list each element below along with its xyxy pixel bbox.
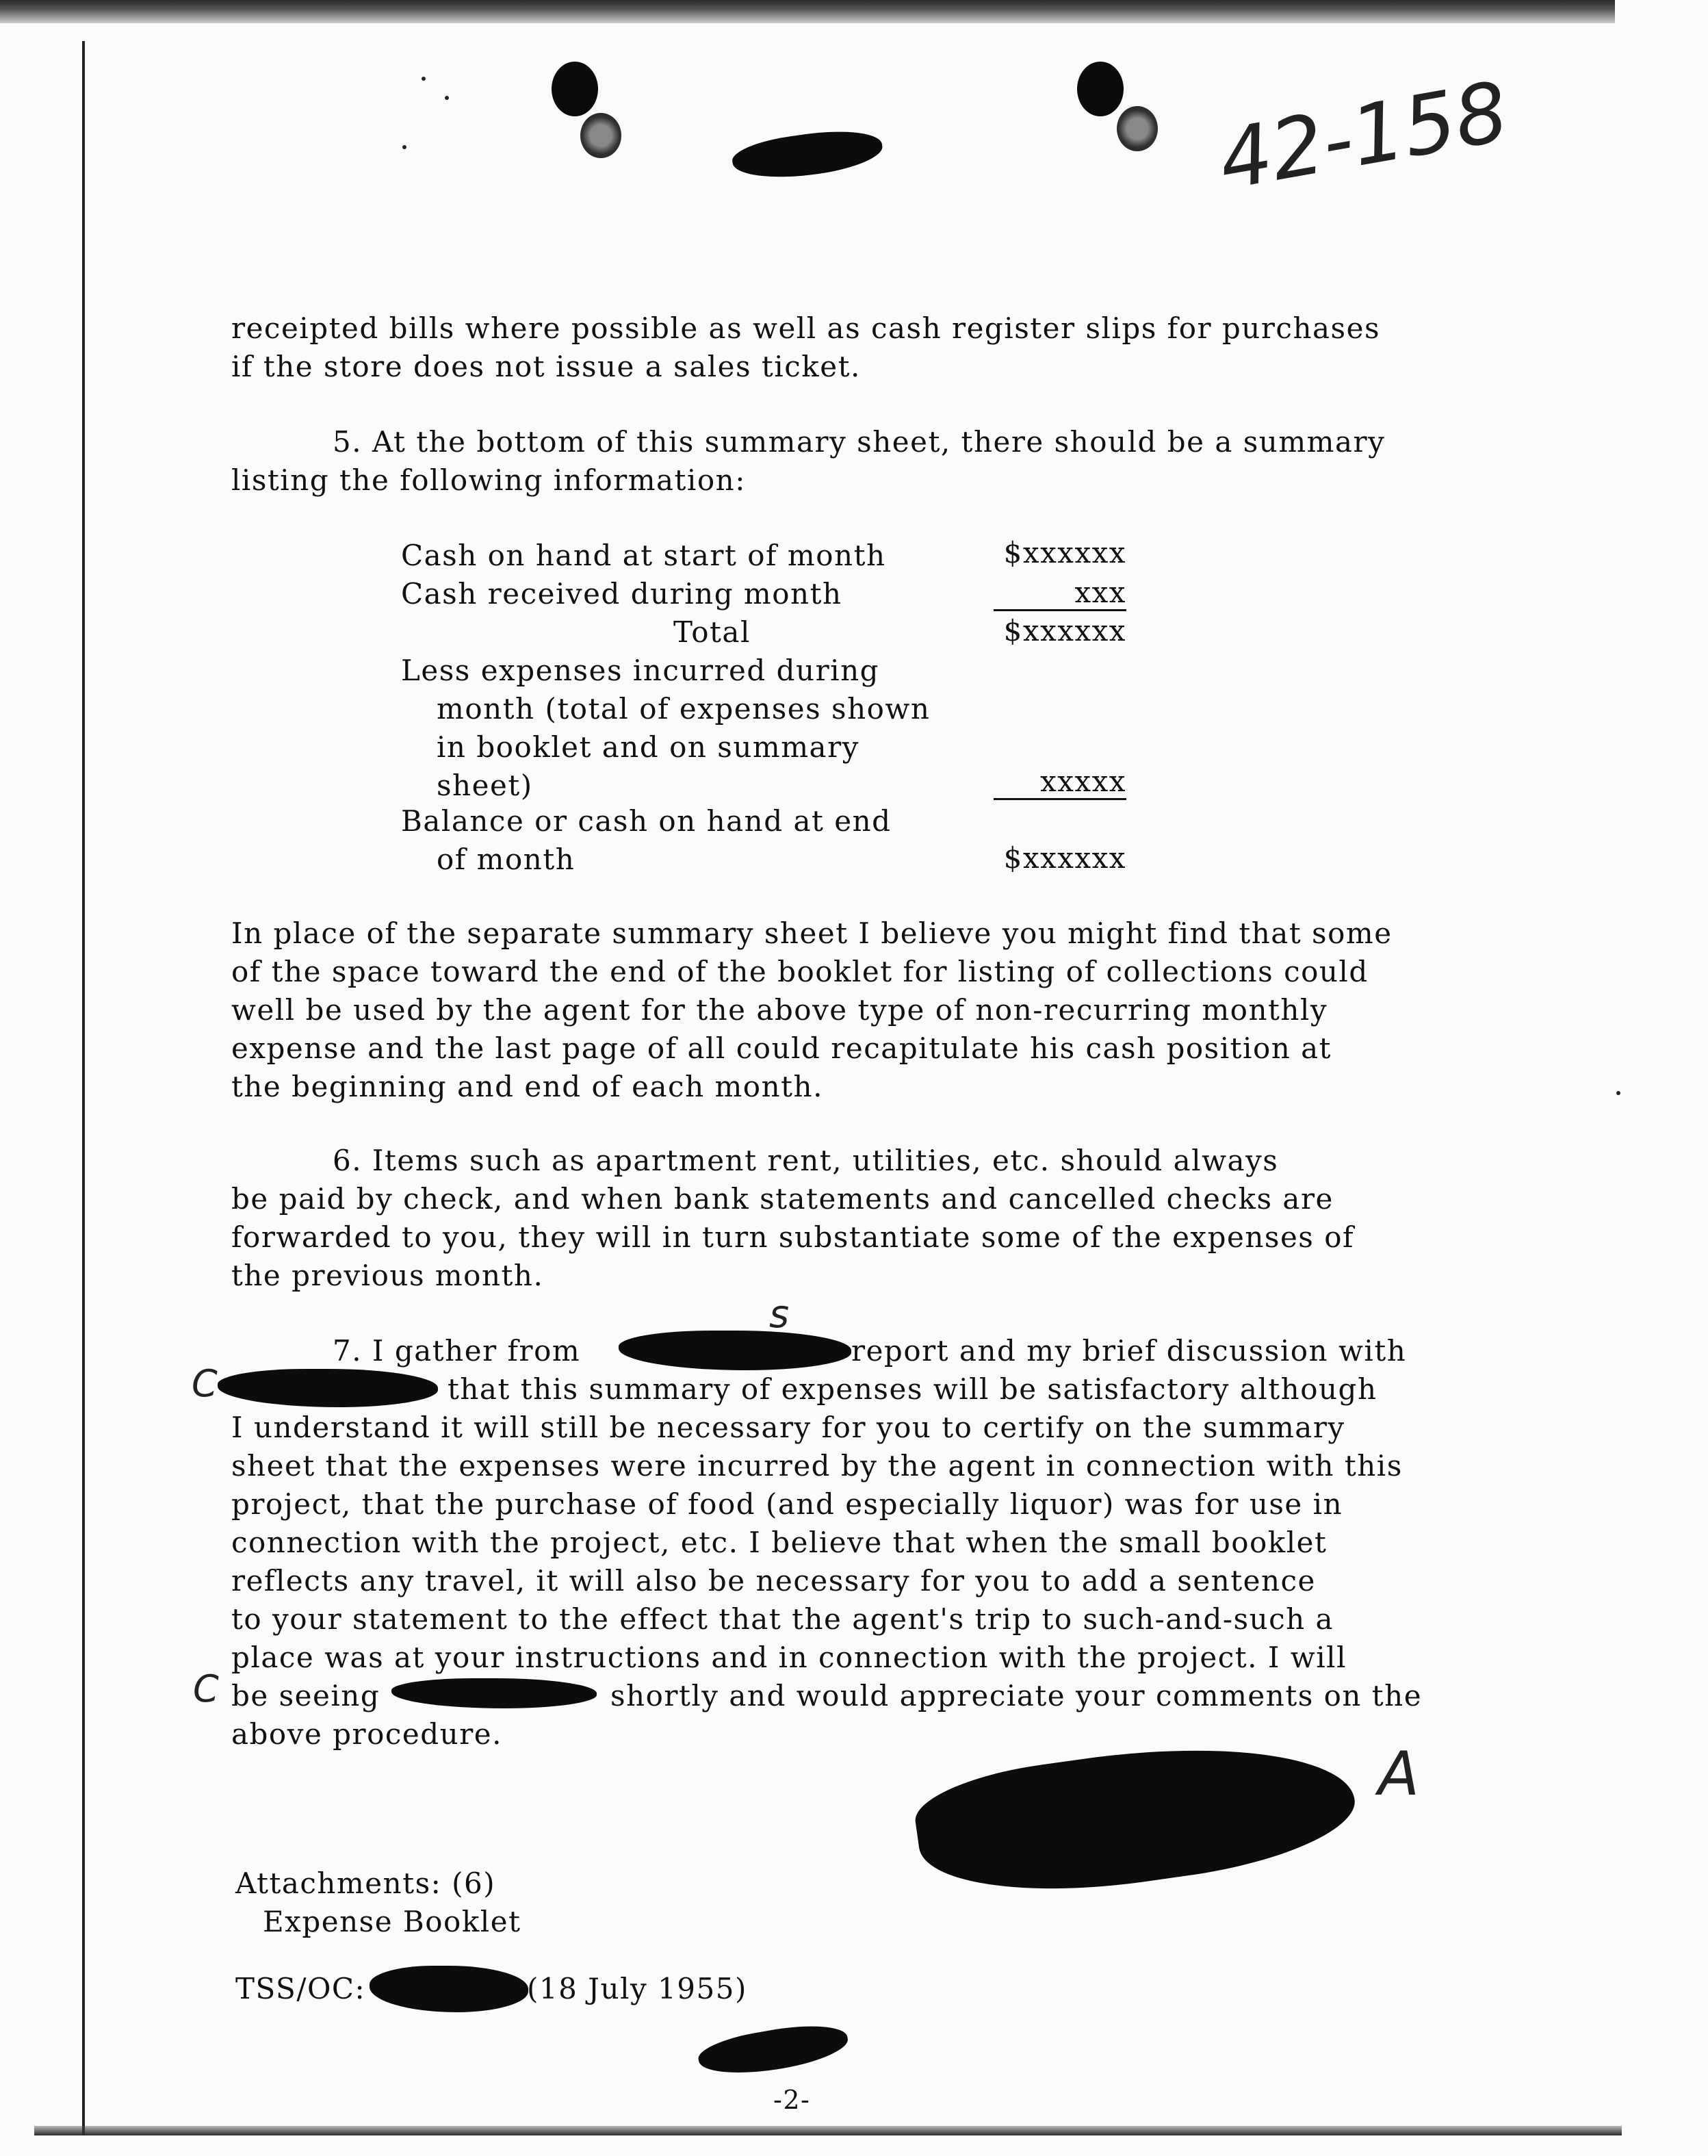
paragraph-7-line-1-start: 7. I gather from	[333, 1334, 581, 1368]
speck	[402, 145, 406, 149]
paragraph-5-line-2: listing the following information:	[231, 463, 746, 497]
speck	[445, 96, 449, 100]
speck	[422, 77, 426, 81]
summary-paragraph-line-4: expense and the last page of all could recapitulate his cash position at	[231, 1031, 1332, 1065]
punch-hole-right	[1077, 62, 1124, 116]
ledger-amount-balance: $xxxxxx	[1003, 841, 1126, 875]
attachments-heading: Attachments: (6)	[235, 1866, 496, 1900]
paragraph-6-line-1: 6. Items such as apartment rent, utilities, etc. should always	[333, 1144, 1279, 1177]
handwritten-page-reference: 42-158	[1212, 64, 1515, 209]
paragraph-6-line-2: be paid by check, and when bank statements and cancelled checks are	[231, 1182, 1334, 1216]
handwritten-mark-c-2: C	[193, 1667, 219, 1710]
handwritten-mark-c: C	[192, 1362, 218, 1405]
redaction-routing-initials	[370, 1966, 528, 2012]
routing-prefix: TSS/OC:	[235, 1972, 366, 2005]
ledger-label-balance-line-2: of month	[437, 843, 575, 876]
ledger-label-less-expenses-line-2: month (total of expenses shown	[437, 692, 931, 726]
handwritten-mark-s: s	[769, 1292, 790, 1337]
ledger-amount-cash-received: xxx	[1074, 576, 1126, 609]
routing-date: (18 July 1955)	[527, 1972, 747, 2005]
ledger-label-cash-received: Cash received during month	[401, 577, 842, 611]
paragraph-7-line-4: sheet that the expenses were incurred by the agent in connection with this	[231, 1449, 1403, 1483]
redaction-signature-block	[910, 1722, 1362, 1912]
paragraph-7-line-8: to your statement to the effect that the agent's trip to such-and-such a	[231, 1602, 1334, 1636]
paragraph-6-line-3: forwarded to you, they will in turn substantiate some of the expenses of	[231, 1220, 1355, 1254]
redaction-person-name	[391, 1678, 597, 1708]
ledger-label-less-expenses-line-3: in booklet and on summary	[437, 730, 859, 764]
scan-edge-left	[82, 41, 85, 2135]
redaction-discussion-name	[218, 1369, 438, 1407]
ledger-amount-total: $xxxxxx	[1003, 614, 1126, 647]
summary-paragraph-line-5: the beginning and end of each month.	[231, 1070, 823, 1103]
summary-paragraph-line-3: well be used by the agent for the above type of non-recurring monthly	[231, 993, 1328, 1027]
ledger-label-less-expenses-line-1: Less expenses incurred during	[401, 654, 880, 687]
ledger-expenses-rule	[994, 798, 1126, 800]
punch-hole-right-ring	[1117, 106, 1158, 151]
summary-paragraph-line-2: of the space toward the end of the booklet for listing of collections could	[231, 955, 1369, 988]
paragraph-7-line-10-end: shortly and would appreciate your comments on the	[610, 1679, 1423, 1712]
paragraph-7-line-10-start: be seeing	[231, 1679, 380, 1712]
paragraph-5-line-1: 5. At the bottom of this summary sheet, there should be a summary	[333, 425, 1386, 459]
paragraph-7-line-6: connection with the project, etc. I believe that when the small booklet	[231, 1526, 1328, 1559]
paragraph-7-line-2-end: that this summary of expenses will be satisfactory although	[448, 1372, 1377, 1406]
ledger-label-cash-start: Cash on hand at start of month	[401, 539, 886, 572]
punch-hole-left	[552, 62, 598, 116]
ledger-amount-cash-start: $xxxxxx	[1003, 536, 1126, 569]
ledger-label-total: Total	[673, 615, 751, 649]
handwritten-mark-a: A	[1378, 1738, 1420, 1809]
paragraph-4-continuation-line-1: receipted bills where possible as well as cash register slips for purchases	[231, 311, 1381, 345]
paragraph-7-line-1-end: report and my brief discussion with	[851, 1334, 1407, 1368]
paragraph-7-line-5: project, that the purchase of food (and especially liquor) was for use in	[231, 1487, 1343, 1521]
ledger-label-less-expenses-line-4: sheet)	[437, 769, 533, 802]
scan-edge-top	[0, 0, 1615, 23]
redaction-classification-top	[730, 124, 885, 185]
paragraph-7-line-7: reflects any travel, it will also be necessary for you to add a sentence	[231, 1564, 1316, 1597]
paragraph-4-continuation-line-2: if the store does not issue a sales ticket.	[231, 350, 861, 383]
scan-edge-bottom	[34, 2126, 1622, 2135]
ledger-amount-less-expenses: xxxxx	[1040, 765, 1126, 798]
paragraph-7-line-9: place was at your instructions and in connection with the project. I will	[231, 1641, 1347, 1674]
redaction-report-author	[619, 1331, 851, 1370]
summary-paragraph-line-1: In place of the separate summary sheet I believe you might find that some	[231, 916, 1393, 950]
redaction-classification-bottom	[696, 2017, 851, 2082]
ledger-label-balance-line-1: Balance or cash on hand at end	[401, 804, 892, 838]
attachments-item: Expense Booklet	[263, 1905, 521, 1938]
paragraph-6-line-4: the previous month.	[231, 1259, 544, 1292]
paragraph-7-line-11: above procedure.	[231, 1717, 502, 1751]
page-number: -2-	[773, 2085, 811, 2115]
punch-hole-left-ring	[580, 113, 621, 158]
paragraph-7-line-3: I understand it will still be necessary for you to certify on the summary	[231, 1411, 1345, 1444]
ledger-subtotal-rule	[994, 609, 1126, 611]
speck	[1616, 1091, 1620, 1095]
